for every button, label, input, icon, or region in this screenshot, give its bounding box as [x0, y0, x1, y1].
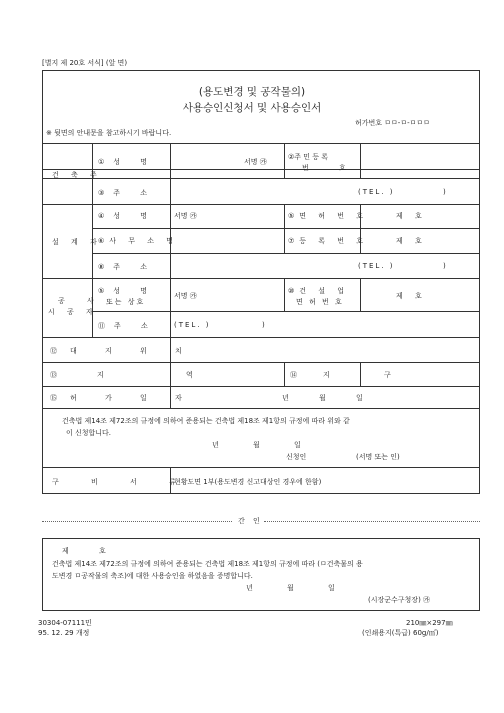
- contractor-section-label: 공 사: [58, 297, 104, 305]
- owner-rrn-label-2: 번 호: [302, 164, 360, 172]
- owner-name-label: ①성 명: [98, 158, 157, 166]
- form-code: 30304-07111민: [38, 619, 92, 627]
- designer-reg-label: ⑦등 록 번 호: [288, 237, 368, 245]
- designer-license-value: 제 호: [396, 212, 427, 220]
- contractor-sign: 서명 ㉮: [174, 292, 197, 300]
- owner-section-label: 건 축 주: [52, 171, 102, 179]
- documents-value: 현황도면 1부(용도변경 신고대상인 경우에 한함): [174, 478, 322, 486]
- site-area-label: ⑬지 역: [50, 371, 233, 379]
- designer-license-label: ⑤면 허 번 호: [288, 212, 368, 220]
- contractor-license-value: 제 호: [396, 292, 427, 300]
- designer-office-label: ⑥사 무 소 명: [98, 237, 178, 245]
- applicant-label: 신청인: [286, 453, 307, 461]
- contractor-tel: (TEL. ): [174, 321, 211, 329]
- permit-number: 허가번호 ㅁㅁ-ㅁ-ㅁㅁㅁ: [355, 119, 430, 127]
- seal-line-label: 간 인: [238, 517, 263, 525]
- site-location-label: ⑫대 지 위 치: [50, 347, 195, 355]
- contractor-license-label-2: 면 허 번 호: [296, 298, 344, 306]
- form-number: [별지 제 20호 서식] (앞 면): [42, 59, 128, 67]
- certificate-text-2: 도변경 ㅁ공작물의 축조)에 대한 사용승인을 하였음을 증명합니다.: [52, 572, 253, 580]
- paper-size: 210㎜×297㎜: [406, 619, 453, 627]
- contractor-license-label: ⑩건 설 업: [288, 287, 350, 295]
- owner-address-label: ③주 소: [98, 189, 157, 197]
- title-line-2: 사용승인신청서 및 사용승인서: [182, 102, 322, 114]
- declaration-text-2: 이 신청합니다.: [66, 429, 112, 437]
- contractor-name-label: ⑤성 명: [98, 287, 157, 295]
- title-line-1: (용도변경 및 공작물의): [198, 86, 306, 98]
- permit-date-label: ⑮허 가 일 자: [50, 394, 195, 402]
- paper-spec: (인쇄용지(특급) 60g/㎡): [362, 629, 439, 637]
- contractor-name-label-2: 또는 상호: [106, 298, 146, 306]
- owner-rrn-label: ②주 민 등 록: [288, 153, 328, 161]
- designer-section-label: 설 계 자: [52, 238, 102, 246]
- certificate-date: 년 월 일: [246, 584, 351, 592]
- certificate-text-1: 건축법 제14조 제72조의 규정에 의하여 준용되는 건축법 제18조 제1항의 규정에 따라 (ㅁ건축물의 용: [52, 560, 363, 568]
- declaration-text-1: 건축법 제14조 제72조의 규정에 의하여 준용되는 건축법 제18조 제1항의 규정에 따라 위와 같: [62, 417, 350, 425]
- contractor-section-label-2: 시 공 자: [48, 308, 98, 316]
- designer-tel: (TEL. ): [358, 262, 395, 270]
- reference-note: ※ 뒷면의 안내문을 참고하시기 바랍니다.: [46, 129, 172, 137]
- certificate-issuer: (시장군수구청장) ㉮: [368, 596, 431, 604]
- designer-sign: 서명 ㉮: [174, 212, 197, 220]
- revision-date: 95. 12. 29 개정: [38, 629, 90, 637]
- owner-tel: (TEL. ): [358, 188, 395, 196]
- contractor-address-label: ⑪주 소: [98, 322, 157, 330]
- designer-address-label: ⑧주 소: [98, 263, 157, 271]
- site-district-label: ⑭지 구: [290, 371, 417, 379]
- owner-sign: 서명 ㉮: [244, 158, 267, 166]
- permit-date-value: 년 월 일: [282, 394, 377, 402]
- declaration-date: 년 월 일: [212, 441, 317, 449]
- documents-label: 구 비 서 류: [52, 478, 191, 486]
- applicant-sign: (서명 또는 인): [356, 453, 400, 461]
- designer-reg-value: 제 호: [396, 237, 427, 245]
- certificate-number: 제 호: [62, 547, 120, 555]
- designer-name-label: ④성 명: [98, 212, 157, 220]
